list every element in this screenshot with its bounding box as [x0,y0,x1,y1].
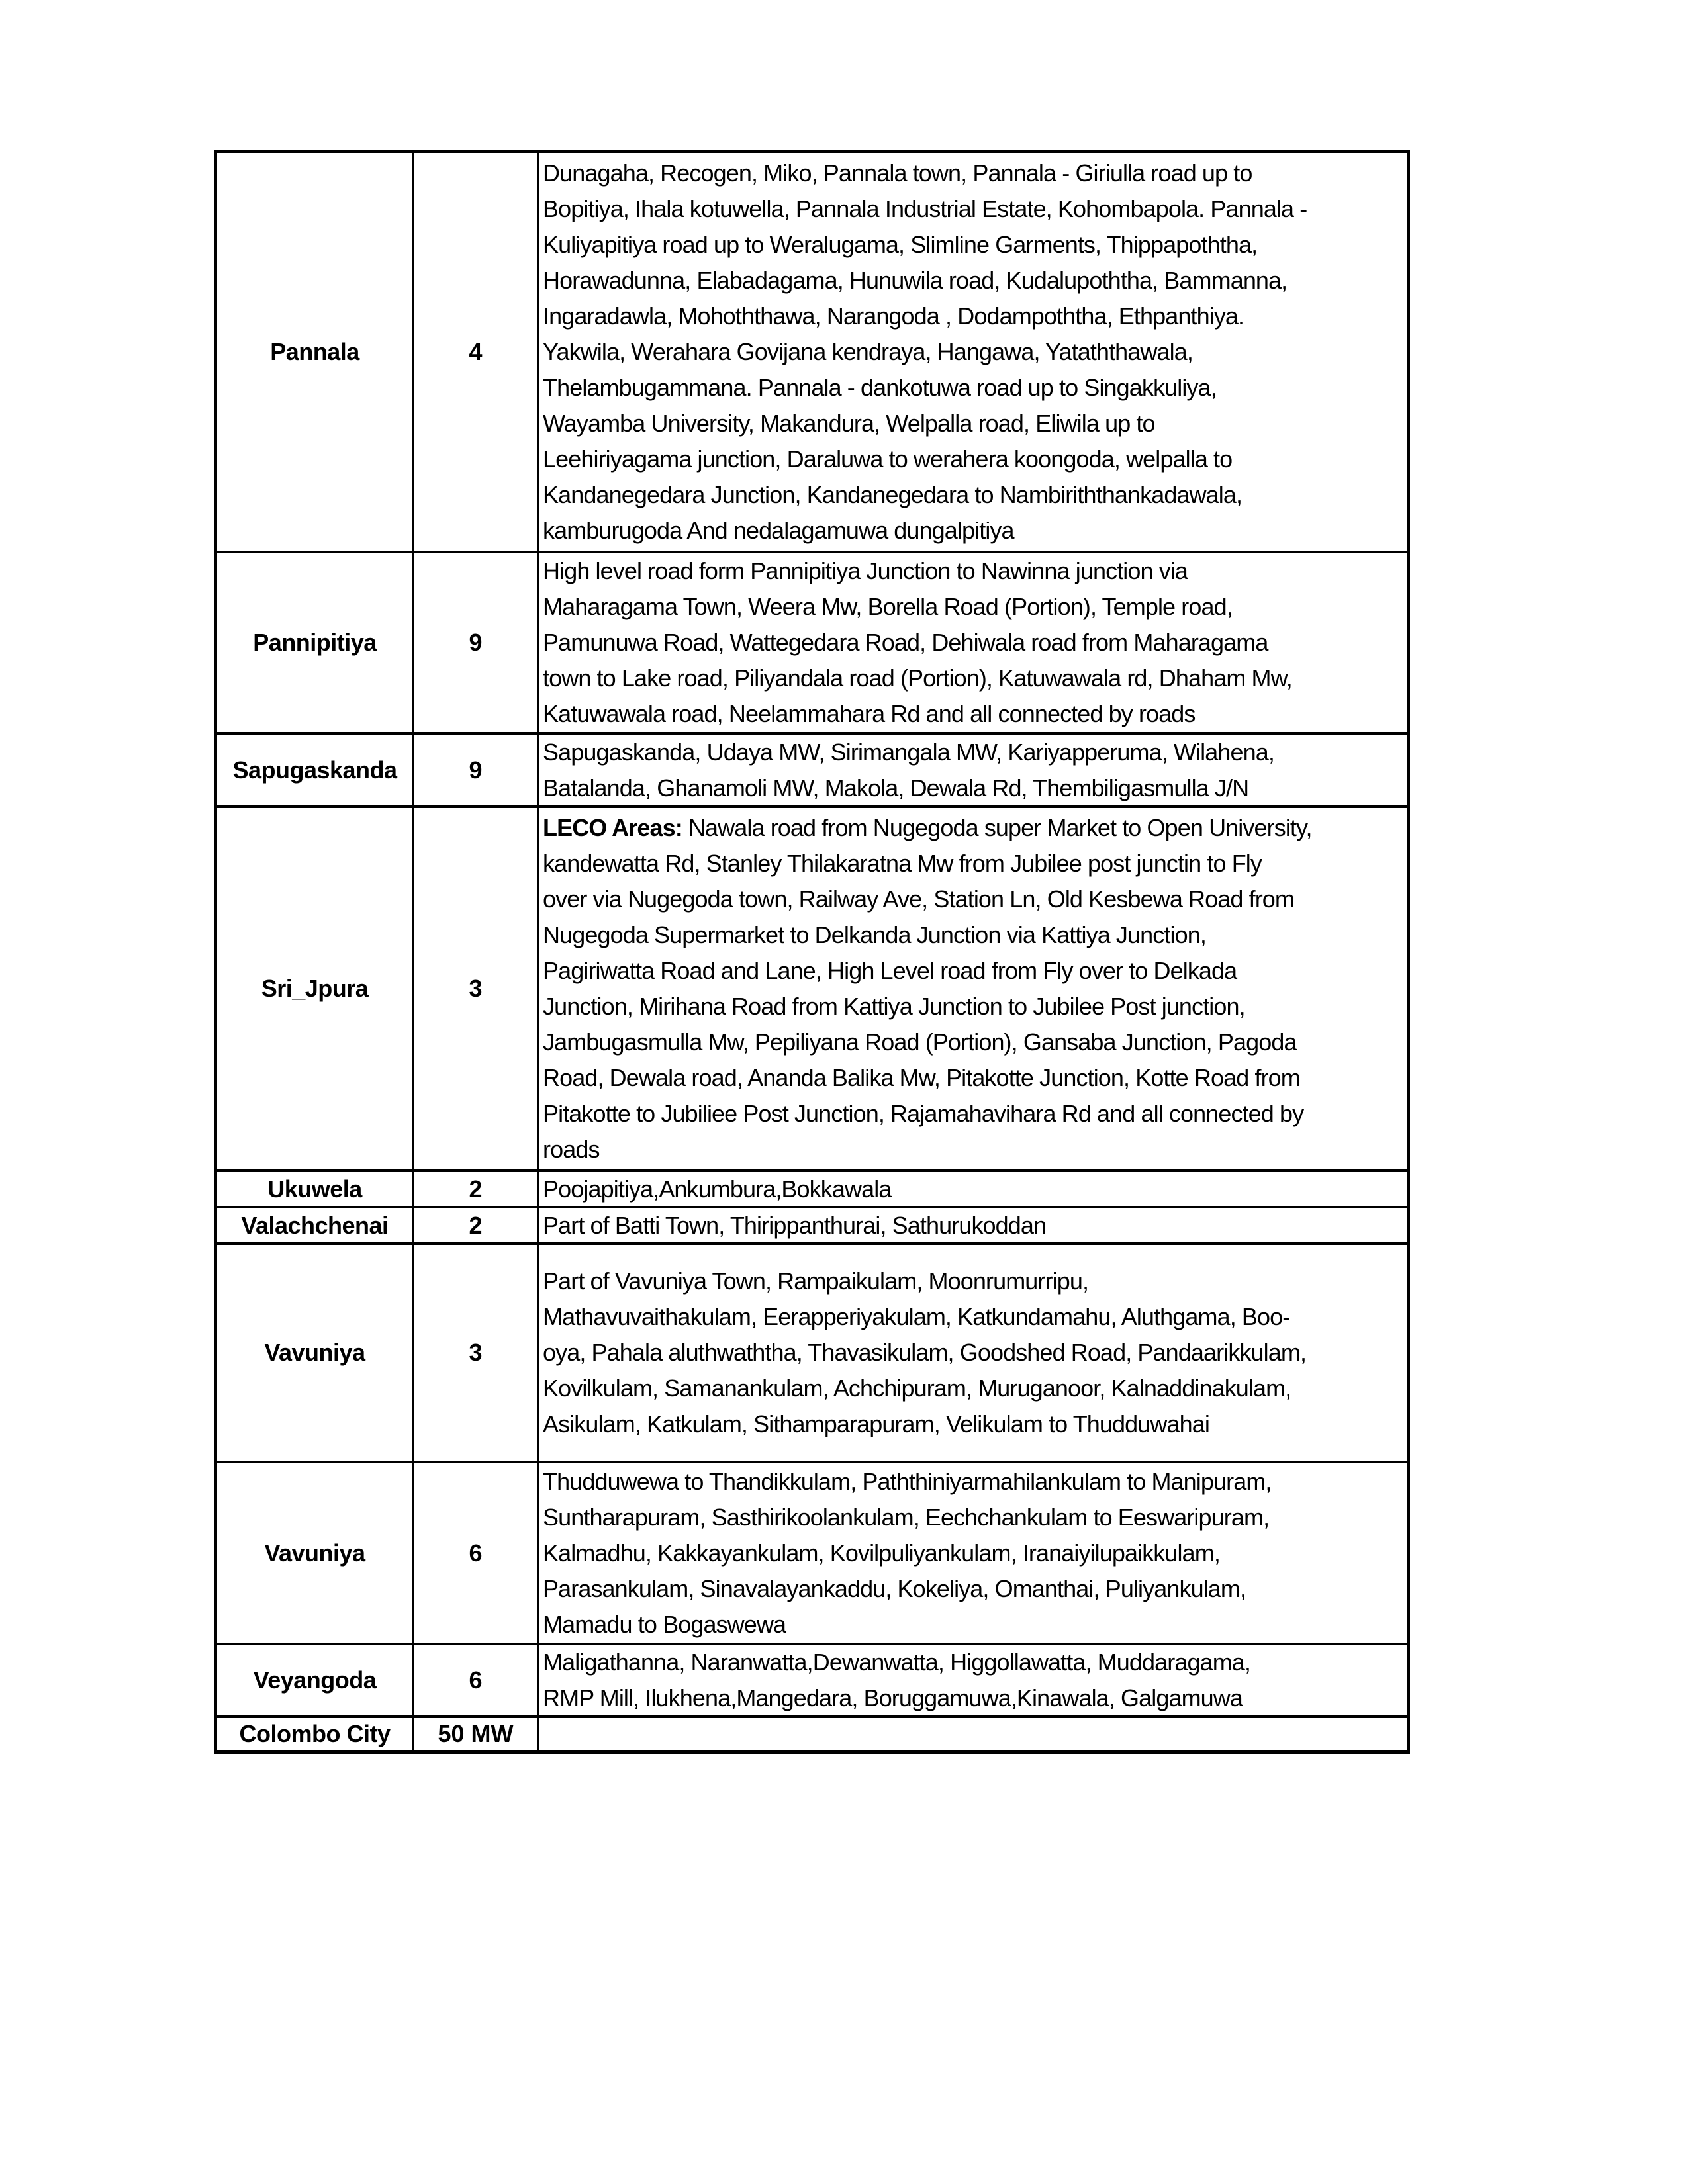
feeding-areas-text: Nawala road from Nugegoda super Market to Open University, [682,814,1312,841]
feeding-areas-line: Sapugaskanda, Udaya MW, Sirimangala MW, Kariyapperuma, Wilahena, [543,738,1274,766]
feeding-areas-line: Part of Vavuniya Town, Rampaikulam, Moonrumurripu, [543,1267,1089,1295]
area-cell: Pannala [217,153,414,551]
group-cell: 9 [414,735,539,805]
feeding-areas-line: Kovilkulam, Samanankulam, Achchipuram, Muruganoor, Kalnaddinakulam, [543,1375,1291,1402]
feeding-areas-cell [539,1245,1407,1461]
feeding-areas-cell [539,1463,1407,1643]
feeding-areas-line: Kandanegedara Junction, Kandanegedara to Nambiriththankadawala, [543,480,1243,508]
feeding-areas-line: Dunagaha, Recogen, Miko, Pannala town, Pannala - Giriulla road up to [543,159,1252,187]
feeding-areas-line: oya, Pahala aluthwaththa, Thavasikulam, Goodshed Road, Pandaarikkulam, [543,1339,1307,1366]
feeding-areas-line: roads [543,1136,600,1163]
feeding-areas-cell [539,153,1407,551]
feeding-areas-line: Nugegoda Supermarket to Delkanda Junction via Kattiya Junction, [543,921,1206,948]
group-cell: 6 [414,1645,539,1715]
feeding-areas-line: Pamunuwa Road, Wattegedara Road, Dehiwala road from Maharagama [543,629,1268,656]
feeding-areas-line: Maharagama Town, Weera Mw, Borella Road (Portion), Temple road, [543,593,1233,620]
feeding-areas-line: Bopitiya, Ihala kotuwella, Pannala Industrial Estate, Kohombapola. Pannala - [543,195,1307,222]
feeding-areas-line: kamburugoda And nedalagamuwa dungalpitiya [543,516,1014,544]
feeding-areas-line: Jambugasmulla Mw, Pepiliyana Road (Portion), Gansaba Junction, Pagoda [543,1028,1297,1056]
table-row [217,1643,1407,1715]
feeding-areas-cell [539,735,1407,805]
group-cell: 2 [414,1208,539,1242]
table-row [217,805,1407,1169]
area-cell: Sapugaskanda [217,735,414,805]
feeding-areas-line: Road, Dewala road, Ananda Balika Mw, Pitakotte Junction, Kotte Road from [543,1064,1300,1091]
area-cell: Colombo City [217,1718,414,1750]
feeding-areas-cell [539,1718,1407,1750]
table-row [217,1461,1407,1643]
feeding-areas-line: Pitakotte to Jubiliee Post Junction, Rajamahavihara Rd and all connected by [543,1100,1304,1127]
area-cell: Sri_Jpura [217,808,414,1169]
feeding-areas-line: Mathavuvaithakulam, Eerapperiyakulam, Katkundamahu, Aluthgama, Boo- [543,1303,1290,1330]
feeding-areas-line: RMP Mill, Ilukhena,Mangedara, Boruggamuwa,Kinawala, Galgamuwa [543,1684,1243,1711]
feeding-areas-line: Mamadu to Bogaswewa [543,1610,786,1638]
area-cell: Valachchenai [217,1208,414,1242]
feeding-areas-cell [539,808,1407,1169]
area-cell: Vavuniya [217,1245,414,1461]
feeding-areas-line: Asikulam, Katkulam, Sithamparapuram, Velikulam to Thudduwahai [543,1410,1209,1437]
table-row [217,1169,1407,1206]
feeding-areas-line: Thudduwewa to Thandikkulam, Paththiniyarmahilankulam to Manipuram, [543,1467,1272,1495]
feeding-areas-line: Wayamba University, Makandura, Welpalla road, Eliwila up to [543,409,1155,437]
area-cell: Pannipitiya [217,553,414,732]
feeding-areas-line: Poojapitiya,Ankumbura,Bokkawala [543,1175,892,1203]
feeding-areas-line: Junction, Mirihana Road from Kattiya Junction to Jubilee Post junction, [543,993,1245,1020]
feeding-areas-line: Kalmadhu, Kakkayankulam, Kovilpuliyankulam, Iranaiyilupaikkulam, [543,1539,1220,1567]
group-cell: 3 [414,1245,539,1461]
table-row [217,153,1407,551]
feeding-areas-cell [539,553,1407,732]
feeding-areas-line: Parasankulam, Sinavalayankaddu, Kokeliya, Omanthai, Puliyankulam, [543,1574,1246,1602]
table-row [217,732,1407,805]
feeding-areas-line: Maligathanna, Naranwatta,Dewanwatta, Higgollawatta, Muddaragama, [543,1649,1251,1676]
leco-areas-label: LECO Areas: [543,814,682,841]
feeding-areas-line: Part of Batti Town, Thirippanthurai, Sathurukoddan [543,1211,1047,1239]
feeding-areas-line: High level road form Pannipitiya Junction to Nawinna junction via [543,557,1188,584]
feeding-areas-line: town to Lake road, Piliyandala road (Portion), Katuwawala rd, Dhaham Mw, [543,664,1292,692]
feeding-areas-line: Batalanda, Ghanamoli MW, Makola, Dewala Rd, Thembiligasmulla J/N [543,774,1249,801]
area-cell: Veyangoda [217,1645,414,1715]
feeding-areas-cell [539,1208,1407,1242]
feeding-areas-cell [539,1172,1407,1206]
feeding-areas-line: Thelambugammana. Pannala - dankotuwa road up to Singakkuliya, [543,373,1217,401]
area-cell: Vavuniya [217,1463,414,1643]
feeding-areas-line: Kuliyapitiya road up to Weralugama, Slimline Garments, Thippapoththa, [543,230,1258,258]
feeding-areas-line: over via Nugegoda town, Railway Ave, Station Ln, Old Kesbewa Road from [543,886,1295,913]
table-row [217,1242,1407,1461]
group-cell: 2 [414,1172,539,1206]
feeding-areas-line: Horawadunna, Elabadagama, Hunuwila road, Kudalupoththa, Bammanna, [543,266,1288,294]
table-row [217,1715,1407,1750]
table-row [217,1206,1407,1242]
feeding-areas-line: Katuwawala road, Neelammahara Rd and all connected by roads [543,700,1196,727]
feeding-areas-line: kandewatta Rd, Stanley Thilakaratna Mw from Jubilee post junctin to Fly [543,850,1262,877]
group-cell: 6 [414,1463,539,1643]
table-row [217,551,1407,732]
feeding-areas-line: Pagiriwatta Road and Lane, High Level road from Fly over to Delkada [543,957,1237,984]
feeding-areas-line: Leehiriyagama junction, Daraluwa to werahera koongoda, welpalla to [543,445,1233,473]
group-cell: 3 [414,808,539,1169]
area-cell: Ukuwela [217,1172,414,1206]
feeding-areas-cell [539,1645,1407,1715]
group-cell: 50 MW [414,1718,539,1750]
feeding-areas-line: Suntharapuram, Sasthirikoolankulam, Eechchankulam to Eeswaripuram, [543,1503,1270,1531]
feeding-areas-line [543,810,1312,846]
feeding-areas-line: Yakwila, Werahara Govijana kendraya, Hangawa, Yataththawala, [543,338,1193,365]
power-schedule-table [214,150,1410,1754]
group-cell: 9 [414,553,539,732]
feeding-areas-line: Ingaradawla, Mohoththawa, Narangoda , Dodampoththa, Ethpanthiya. [543,302,1244,330]
group-cell: 4 [414,153,539,551]
